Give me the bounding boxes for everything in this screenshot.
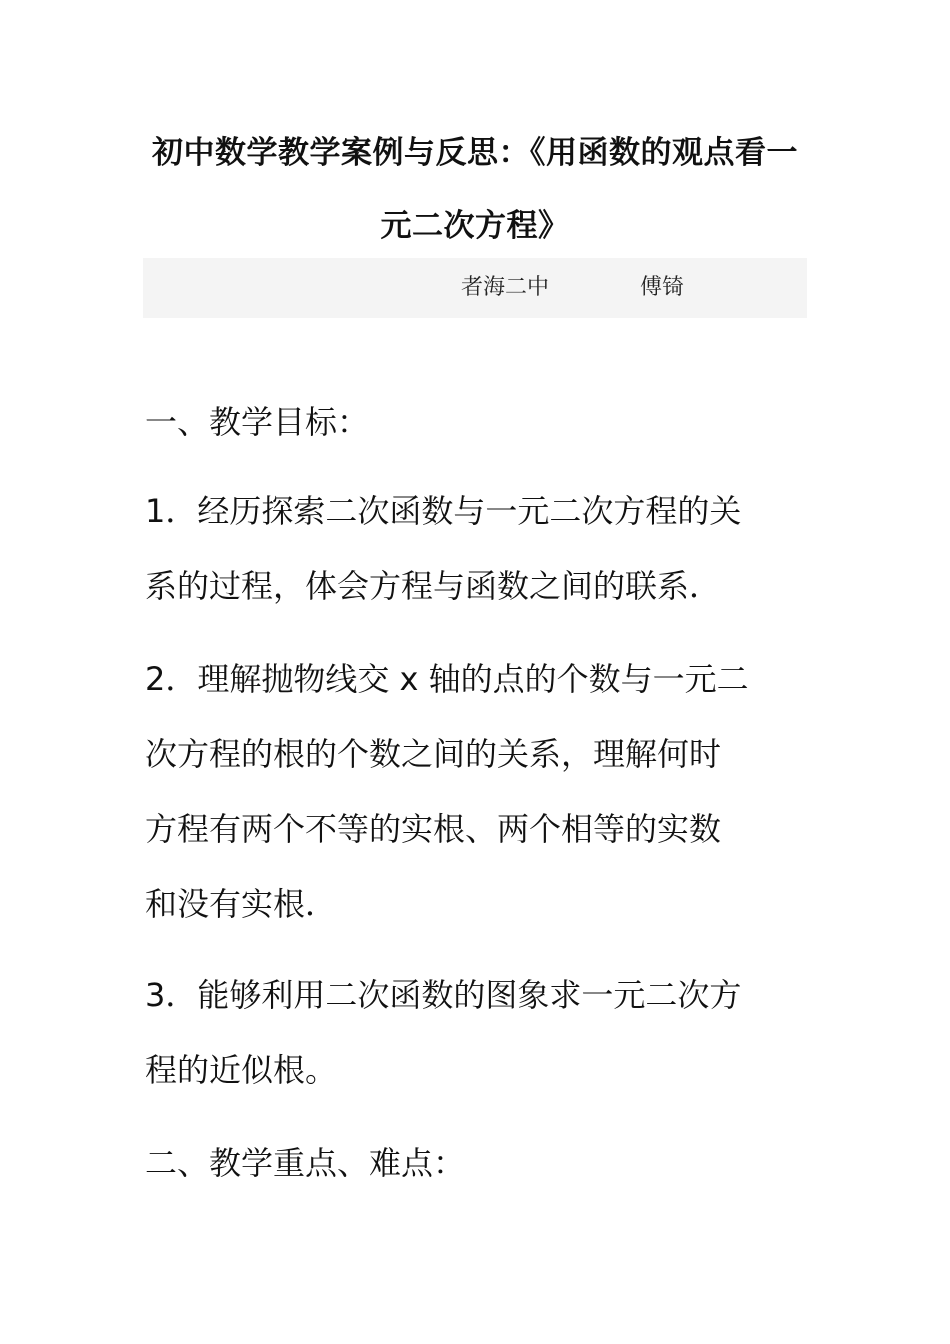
objective-1-line-1: 1．经历探索二次函数与一元二次方程的关 bbox=[145, 492, 742, 530]
section-heading-key-points: 二、教学重点、难点： bbox=[145, 1144, 466, 1182]
author-bar bbox=[143, 258, 807, 318]
objective-2-line-3: 方程有两个不等的实根、两个相等的实数 bbox=[145, 810, 722, 848]
document-title-line-1: 初中数学教学案例与反思：《用函数的观点看一 bbox=[152, 135, 798, 171]
section-heading-objectives: 一、教学目标： bbox=[145, 403, 370, 441]
objective-2-line-4: 和没有实根． bbox=[145, 885, 338, 923]
objective-3-line-1: 3．能够利用二次函数的图象求一元二次方 bbox=[145, 976, 742, 1014]
objective-1-line-2: 系的过程，体会方程与函数之间的联系． bbox=[145, 567, 722, 605]
objective-3-line-2: 程的近似根。 bbox=[145, 1051, 338, 1089]
objective-2-line-1: 2．理解抛物线交 x 轴的点的个数与一元二 bbox=[145, 660, 749, 698]
author-school: 者海二中 bbox=[461, 275, 550, 300]
document-title-line-2: 元二次方程》 bbox=[380, 208, 570, 244]
author-name: 傅锜 bbox=[640, 275, 685, 300]
objective-2-line-2: 次方程的根的个数之间的关系，理解何时 bbox=[145, 735, 722, 773]
